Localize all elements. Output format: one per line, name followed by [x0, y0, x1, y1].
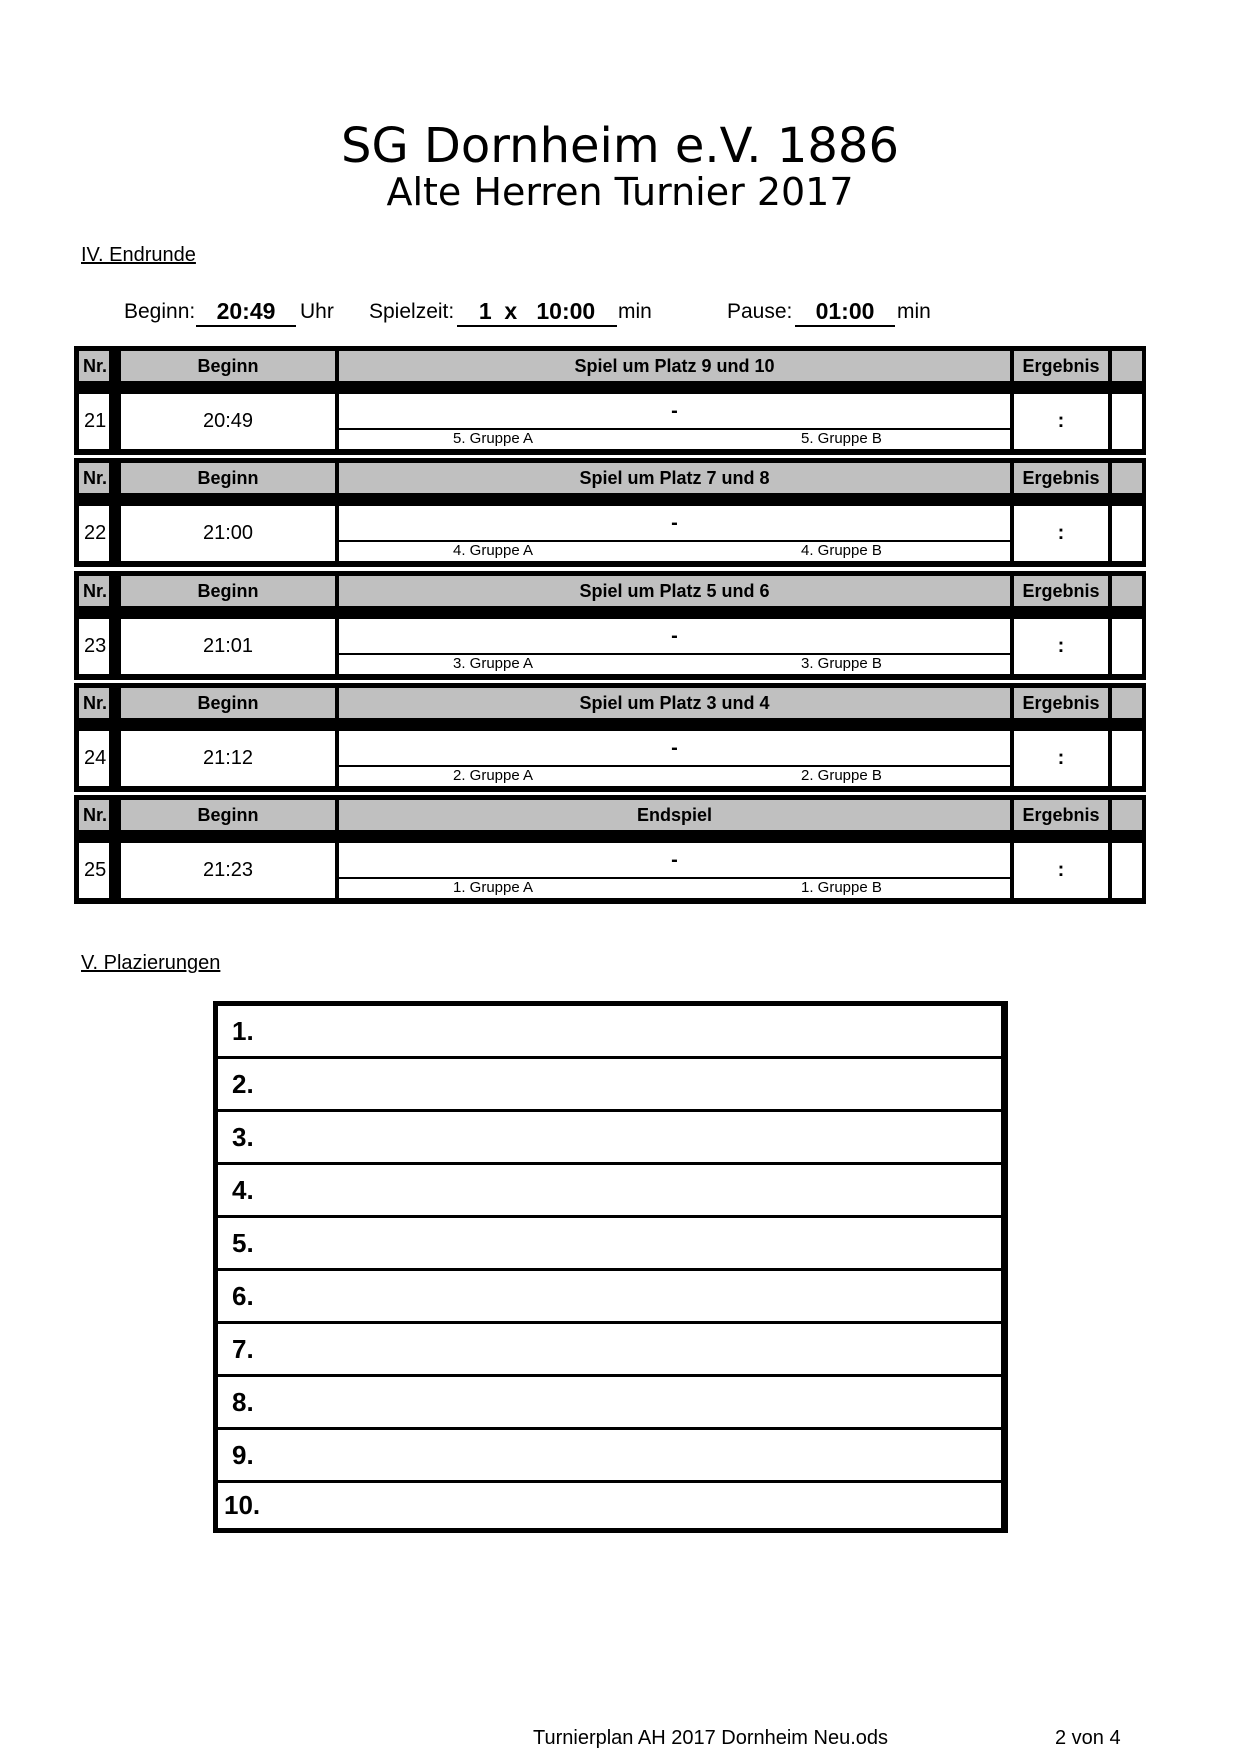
section-endrunde-title: IV. Endrunde: [81, 244, 196, 266]
placement-row: [218, 1377, 1001, 1427]
match-title: Spiel um Platz 5 und 6: [339, 576, 1010, 606]
match-block: [74, 346, 1146, 455]
team-b: 3. Gruppe B: [801, 655, 882, 672]
team-b: 2. Gruppe B: [801, 767, 882, 784]
match-time: 20:49: [121, 394, 335, 449]
col-beginn-header: Beginn: [121, 351, 335, 381]
spielzeit-label: Spielzeit:: [369, 300, 455, 323]
placement-rank: 2.: [232, 1068, 254, 1099]
match-number: 23: [79, 619, 109, 674]
pause-label: Pause:: [727, 300, 793, 323]
result-blank-cell: [1112, 394, 1142, 449]
match-number: 25: [79, 843, 109, 898]
result-blank-cell: [1112, 731, 1142, 786]
placement-rank: 4.: [232, 1174, 254, 1205]
result-blank-cell: [1112, 506, 1142, 561]
beginn-value: 20:49: [196, 298, 296, 327]
section-plazierungen-title: V. Plazierungen: [81, 952, 221, 974]
team-a: 3. Gruppe A: [453, 655, 534, 672]
match-block: [74, 795, 1146, 904]
placement-rank: 3.: [232, 1121, 254, 1152]
col-nr-header: Nr.: [79, 800, 109, 830]
placement-rank: 8.: [232, 1386, 254, 1417]
team-a: 2. Gruppe A: [453, 767, 534, 784]
match-teams-row: [339, 879, 1010, 898]
placement-row: [218, 1324, 1001, 1374]
header-blank-cell: [1112, 463, 1142, 493]
col-nr-header: Nr.: [79, 351, 109, 381]
team-a: 5. Gruppe A: [453, 430, 534, 447]
placement-rank: 1.: [232, 1015, 254, 1046]
match-dash: -: [339, 619, 1010, 653]
match-dash: -: [339, 843, 1010, 877]
placement-rank: 10.: [224, 1490, 261, 1520]
match-result: :: [1014, 619, 1108, 674]
match-dash: -: [339, 731, 1010, 765]
match-result: :: [1014, 506, 1108, 561]
match-number: 21: [79, 394, 109, 449]
col-beginn-header: Beginn: [121, 800, 335, 830]
match-result: :: [1014, 843, 1108, 898]
placement-row: [218, 1165, 1001, 1215]
placement-row: [218, 1006, 1001, 1056]
result-blank-cell: [1112, 843, 1142, 898]
match-block: [74, 571, 1146, 680]
match-time: 21:12: [121, 731, 335, 786]
placement-rank: 5.: [232, 1227, 254, 1258]
placement-row: [218, 1059, 1001, 1109]
match-time: 21:00: [121, 506, 335, 561]
col-beginn-header: Beginn: [121, 576, 335, 606]
placement-row: [218, 1271, 1001, 1321]
col-beginn-header: Beginn: [121, 463, 335, 493]
match-time: 21:23: [121, 843, 335, 898]
placement-rank: 6.: [232, 1280, 254, 1311]
header-blank-cell: [1112, 688, 1142, 718]
col-nr-header: Nr.: [79, 463, 109, 493]
placement-row: [218, 1483, 1001, 1528]
col-nr-header: Nr.: [79, 576, 109, 606]
col-ergebnis-header: Ergebnis: [1014, 351, 1108, 381]
col-beginn-header: Beginn: [121, 688, 335, 718]
pause-unit: min: [897, 300, 931, 323]
placement-rank: 7.: [232, 1333, 254, 1364]
header-blank-cell: [1112, 351, 1142, 381]
match-title: Spiel um Platz 3 und 4: [339, 688, 1010, 718]
footer-page-number: 2 von 4: [1055, 1727, 1121, 1749]
placement-row: [218, 1218, 1001, 1268]
match-result: :: [1014, 731, 1108, 786]
result-blank-cell: [1112, 619, 1142, 674]
match-teams-row: [339, 430, 1010, 449]
spielzeit-count: 1: [478, 298, 492, 324]
match-teams-row: [339, 655, 1010, 674]
placement-rank: 9.: [232, 1439, 254, 1470]
match-title: Endspiel: [339, 800, 1010, 830]
placement-table: [213, 1001, 1008, 1533]
match-dash: -: [339, 506, 1010, 540]
spielzeit-value-field: [457, 298, 617, 327]
match-title: Spiel um Platz 9 und 10: [339, 351, 1010, 381]
match-number: 22: [79, 506, 109, 561]
pause-value: 01:00: [795, 298, 895, 327]
spielzeit-unit: min: [618, 300, 652, 323]
header-blank-cell: [1112, 576, 1142, 606]
match-dash: -: [339, 394, 1010, 428]
placement-row: [218, 1112, 1001, 1162]
placement-row: [218, 1430, 1001, 1480]
match-result: :: [1014, 394, 1108, 449]
spielzeit-x: x: [504, 298, 518, 324]
beginn-unit: Uhr: [300, 300, 334, 323]
team-a: 4. Gruppe A: [453, 542, 534, 559]
header-blank-cell: [1112, 800, 1142, 830]
col-ergebnis-header: Ergebnis: [1014, 800, 1108, 830]
match-block: [74, 458, 1146, 567]
match-teams-row: [339, 542, 1010, 561]
team-a: 1. Gruppe A: [453, 879, 534, 896]
col-ergebnis-header: Ergebnis: [1014, 576, 1108, 606]
spielzeit-value: 10:00: [536, 298, 596, 324]
team-b: 1. Gruppe B: [801, 879, 882, 896]
team-b: 5. Gruppe B: [801, 430, 882, 447]
page-title: SG Dornheim e.V. 1886: [341, 118, 899, 174]
match-block: [74, 683, 1146, 792]
team-b: 4. Gruppe B: [801, 542, 882, 559]
match-title: Spiel um Platz 7 und 8: [339, 463, 1010, 493]
page-subtitle: Alte Herren Turnier 2017: [386, 170, 854, 214]
col-nr-header: Nr.: [79, 688, 109, 718]
col-ergebnis-header: Ergebnis: [1014, 688, 1108, 718]
beginn-label: Beginn:: [124, 300, 196, 323]
footer-filename: Turnierplan AH 2017 Dornheim Neu.ods: [533, 1727, 889, 1749]
match-time: 21:01: [121, 619, 335, 674]
match-teams-row: [339, 767, 1010, 786]
match-number: 24: [79, 731, 109, 786]
col-ergebnis-header: Ergebnis: [1014, 463, 1108, 493]
